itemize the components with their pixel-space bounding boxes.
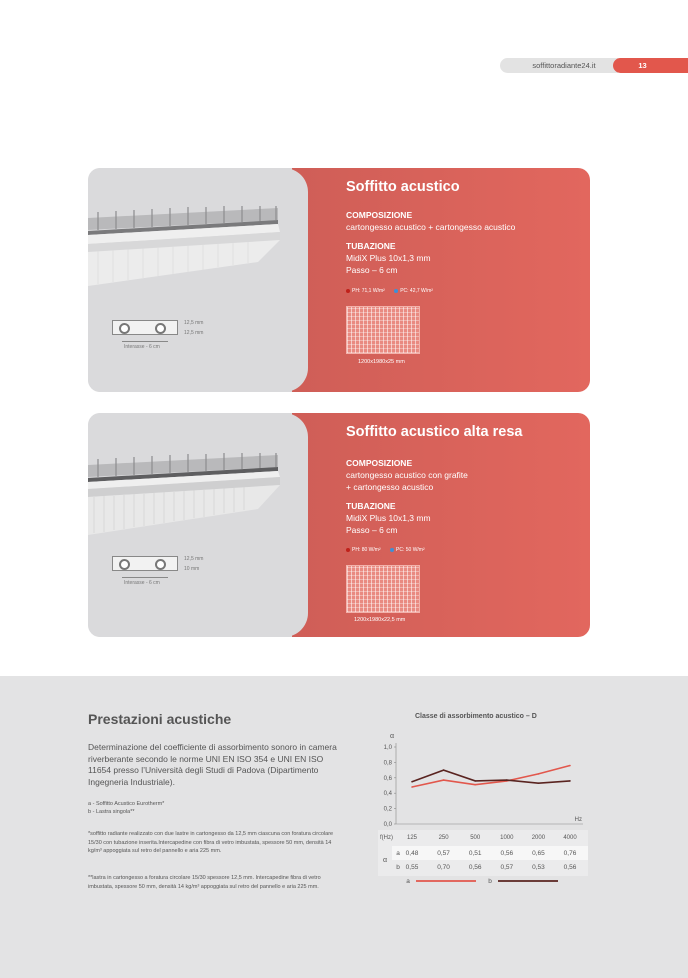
data-point (411, 781, 413, 783)
y-tick-label: 0,6 (383, 775, 392, 782)
card-title: Soffitto acustico alta resa (346, 424, 523, 440)
dimension-label: 12,5 mm (184, 330, 204, 336)
dimension-label: 12,5 mm (184, 556, 204, 562)
pipe-icon (155, 559, 166, 570)
x-tick-label: 250 (438, 835, 449, 841)
ph-dot-icon (346, 289, 350, 293)
data-label: 0,57 (500, 864, 514, 871)
legend-label-b: b (488, 878, 492, 885)
data-point (506, 779, 508, 781)
data-label: 0,56 (563, 864, 577, 871)
pipe-icon (155, 323, 166, 334)
data-table-row-bg (392, 846, 588, 860)
panel-illustration (346, 306, 420, 354)
y-tick-label: 0,0 (383, 822, 392, 828)
note-b: b - Lastra singola** (88, 809, 135, 815)
x-tick-label: 1000 (500, 835, 514, 841)
pc-dot-icon (390, 548, 394, 552)
data-point (569, 765, 571, 767)
dimension-label: 10 mm (184, 566, 200, 572)
intro-paragraph: Determinazione del coefficiente di assorbimento sonoro in camera riverberante secondo le norme UNI EN ISO 354 e UNI EN ISO 11654 presso l’Università degli Studi di Padova (Dipartimento Ingegneria Industriale). (88, 742, 337, 787)
piping-spec: MidiX Plus 10x1,3 mm (346, 253, 431, 263)
data-point (538, 773, 540, 775)
x-unit-label: Hz (574, 817, 582, 823)
piping-label: TUBAZIONE (346, 241, 396, 251)
ceiling-illustration (88, 204, 280, 294)
footnote-2: **lastra in cartongesso a foratura circolare 15/30 spessore 12,5 mm. Intercapedine fibra di vetro imbustata, spessore 50 mm, densità 14 kg/m³ appoggiata sul retro del pannello e aria 225 mm. (88, 875, 321, 890)
x-tick-label: 125 (406, 835, 418, 841)
pc-dot-icon (394, 289, 398, 293)
section-detail-diagram (112, 556, 282, 596)
piping-label: TUBAZIONE (346, 501, 396, 511)
card-content (346, 168, 590, 392)
composition-text: cartongesso acustico con grafite (346, 470, 468, 480)
y-axis-label: α (389, 733, 395, 740)
data-point (443, 779, 445, 781)
product-card-soffitto-acustico (88, 168, 590, 392)
table-row-label: α (382, 857, 388, 864)
piping-pitch: Passo – 6 cm (346, 525, 398, 535)
series-row-name: b (396, 864, 400, 871)
data-point (474, 784, 476, 786)
card-title: Soffitto acustico (346, 179, 460, 195)
panel-size-label: 1200x1980x22,5 mm (354, 617, 406, 623)
composition-text: cartongesso acustico + cartongesso acustico (346, 222, 516, 232)
composition-label: COMPOSIZIONE (346, 210, 413, 220)
x-tick-label: 500 (470, 835, 481, 841)
data-point (538, 782, 540, 784)
data-label: 0,55 (405, 864, 419, 871)
piping-pitch: Passo – 6 cm (346, 265, 398, 275)
section-detail-diagram (112, 320, 282, 360)
page-number: 13 (613, 58, 688, 73)
data-label: 0,56 (468, 864, 482, 871)
data-label: 0,70 (437, 864, 450, 871)
series-row-name: a (396, 850, 400, 857)
section-title: Prestazioni acustiche (88, 711, 232, 727)
data-point (443, 769, 445, 771)
data-label: 0,57 (437, 850, 450, 857)
x-tick-label: 4000 (563, 835, 577, 841)
data-label: 0,53 (532, 864, 545, 871)
data-label: 0,48 (405, 850, 419, 857)
series-notes (88, 800, 164, 816)
data-point (411, 786, 413, 788)
data-point (569, 780, 571, 782)
data-point (474, 780, 476, 782)
y-tick-label: 0,8 (383, 760, 392, 767)
composition-text: + cartongesso acustico (346, 482, 434, 492)
data-label: 0,65 (532, 850, 545, 857)
page-header (500, 58, 688, 73)
ph-dot-icon (346, 548, 350, 552)
composition-label: COMPOSIZIONE (346, 458, 413, 468)
power-legend: PH: 80 W/m² PC: 50 W/m² (346, 547, 425, 553)
power-legend: PH: 71,1 W/m² PC: 42,7 W/m² (346, 288, 433, 294)
card-content (346, 413, 590, 637)
footnote-1: *soffitto radiante realizzato con due lastre in cartongesso da 12,5 mm ciascuna con foratura circolare 15/30 con tubazione inserita.Intercapedine con fibra di vetro imbustata, spessore 50 mm, densità 14 kg/m³ appoggiata sul retro del pannello e aria 225 mm. (88, 831, 334, 854)
pipe-icon (119, 559, 130, 570)
piping-spec: MidiX Plus 10x1,3 mm (346, 513, 431, 523)
interasse-label: Interasse - 6 cm (124, 580, 160, 586)
product-card-soffitto-acustico-alta-resa (88, 413, 590, 637)
panel-size-label: 1200x1980x25 mm (358, 359, 405, 365)
note-a: a - Soffitto Acustico Eurotherm* (88, 801, 165, 807)
absorption-chart (378, 710, 588, 900)
y-tick-label: 0,4 (383, 791, 392, 798)
data-label: 0,51 (468, 850, 482, 857)
x-axis-label: f(Hz) (380, 835, 393, 841)
chart-title: Classe di assorbimento acustico – D (415, 713, 537, 720)
y-tick-label: 0,2 (383, 806, 392, 813)
legend-label-a: a (406, 878, 410, 885)
series-line-a (412, 766, 570, 788)
y-tick-label: 1,0 (383, 745, 392, 751)
panel-illustration (346, 565, 420, 613)
interasse-label: Interasse - 6 cm (124, 344, 160, 350)
data-label: 0,76 (563, 850, 577, 857)
x-tick-label: 2000 (531, 835, 546, 841)
site-name: soffittoradiante24.it (500, 58, 618, 73)
data-label: 0,56 (500, 850, 514, 857)
dimension-label: 12,5 mm (184, 320, 204, 326)
pipe-icon (119, 323, 130, 334)
ceiling-illustration (88, 451, 280, 541)
